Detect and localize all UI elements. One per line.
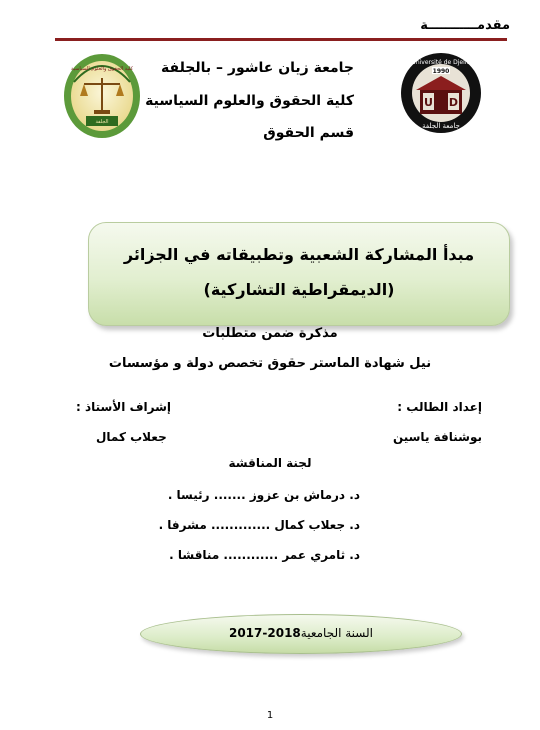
supervisor-label: إشراف الأستاذ : <box>76 400 171 414</box>
university-logo-name: Université de Djelfa <box>411 59 471 66</box>
faculty-logo <box>62 52 142 140</box>
header-rule <box>55 38 507 41</box>
faculty-logo-arc-text: كلية الحقوق والعلوم السياسية <box>71 66 133 72</box>
section-header: مقدمـــــــــــة <box>420 18 510 33</box>
committee-title: لجنة المناقشة <box>228 456 312 470</box>
university-logo-year: 1990 <box>432 68 450 75</box>
faculty-name: كلية الحقوق والعلوم السياسية <box>145 93 354 109</box>
academic-year <box>141 626 461 640</box>
university-logo-letter-u: U <box>424 96 433 109</box>
department-name: قسم الحقوق <box>263 125 354 141</box>
committee-member-chair: د. درماش بن عزوز ....... رئيسا . <box>167 488 360 502</box>
thesis-title: مبدأ المشاركة الشعبية وتطبيقاته في الجزائر <box>123 245 475 264</box>
thesis-title-box <box>88 222 510 326</box>
prepared-by-label: إعداد الطالب : <box>397 400 482 414</box>
faculty-logo-city: الجلفة <box>95 119 109 125</box>
page-number: 1 <box>266 710 274 721</box>
academic-year-box <box>140 614 462 654</box>
committee-member-examiner: د. ثامري عمر ............ مناقشا . <box>169 548 360 562</box>
academic-year-label: السنة الجامعية <box>300 626 373 640</box>
university-logo-letter-d: D <box>448 96 459 109</box>
university-name: جامعة زيان عاشور – بالجلفة <box>161 60 354 76</box>
committee-member-supervisor: د. جعلاب كمال ............. مشرفا . <box>158 518 360 532</box>
university-logo <box>400 52 482 134</box>
degree-line: نيل شهادة الماستر حقوق تخصص دولة و مؤسسات <box>108 356 432 371</box>
academic-year-value: 2017-2018 <box>228 626 301 640</box>
university-logo-arabic: جامعة الجلفة <box>422 122 460 130</box>
memo-requirement: مذكرة ضمن متطلبات <box>202 326 338 341</box>
student-name: بوشنافة ياسين <box>392 430 482 444</box>
thesis-subtitle: (الديمقراطية التشاركية) <box>203 280 395 299</box>
supervisor-name: جعلاب كمال <box>96 430 167 444</box>
